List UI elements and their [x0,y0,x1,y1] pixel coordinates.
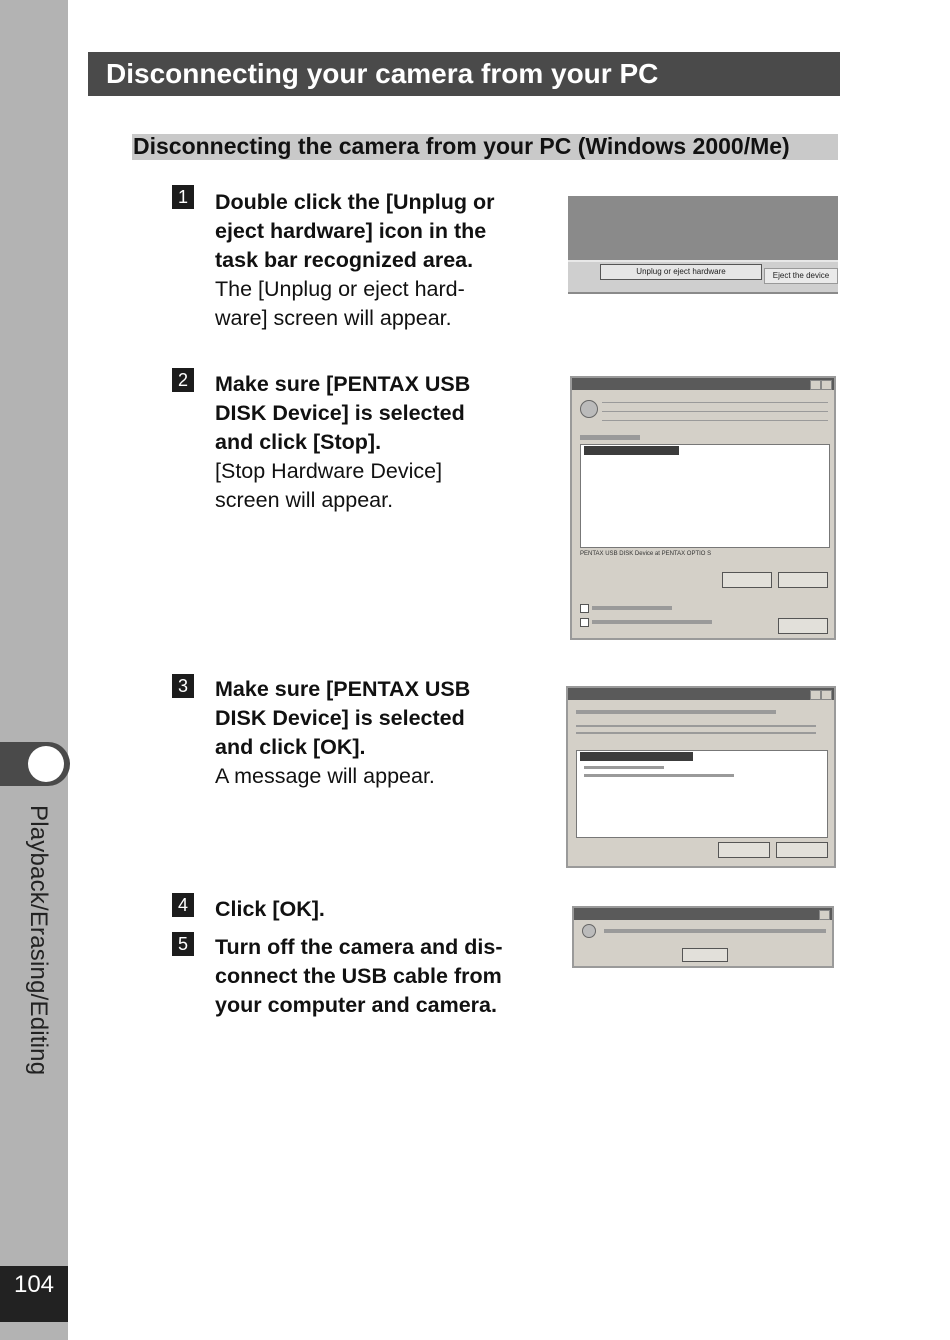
step-3-bold-line: DISK Device] is selected [215,706,465,730]
close-icon [821,690,832,700]
info-icon [582,924,596,938]
step-1-number: 1 [172,185,194,209]
step-5-bold-line: your computer and camera. [215,993,497,1017]
close-icon [821,380,832,390]
step-1-line: ware] screen will appear. [215,306,452,330]
display-components-checkbox [580,604,589,613]
device-list-selected-item [584,446,679,455]
stop-device-selected-item [580,752,693,761]
ok-button [718,842,770,858]
step-3-bold-line: and click [OK]. [215,735,366,759]
hardware-devices-label [580,435,640,440]
device-sub-item [584,766,664,769]
section-label: Playback/Erasing/Editing [25,805,52,1076]
step-1-bold-line: eject hardware] icon in the [215,219,487,243]
device-caption: PENTAX USB DISK Device at PENTAX OPTIO S [580,551,712,557]
hardware-icon [580,400,598,418]
stop-button [778,572,828,588]
step-2-bold-line: DISK Device] is selected [215,401,465,425]
step-1-bold-line: task bar recognized area. [215,248,474,272]
device-sub-item [584,774,734,777]
device-list [580,444,830,548]
step-3-line: A message will appear. [215,764,435,788]
step-1-text [215,188,545,333]
page-title: Disconnecting your camera from your PC [106,58,659,89]
close-icon [819,910,830,920]
step-2-bold-line: Make sure [PENTAX USB [215,372,471,396]
subheading: Disconnecting the camera from your PC (Windows 2000/Me) [133,133,790,159]
tray-label: Eject the device [764,268,838,284]
dialog-titlebar [568,688,834,700]
step-4-bold-line: Click [OK]. [215,897,325,921]
cancel-button [776,842,828,858]
step-5-text [215,933,545,1020]
step-1-line: The [Unplug or eject hard- [215,277,465,301]
step-4-number: 4 [172,893,194,917]
step-2-text [215,370,545,515]
help-icon [810,380,821,390]
step-5-number: 5 [172,932,194,956]
dialog-titlebar [572,378,834,390]
step-2-line: screen will appear. [215,488,394,512]
stop-device-dialog-screenshot [566,686,836,868]
section-tab-dot [28,746,64,782]
stop-device-list [576,750,828,838]
display-components-label [592,606,672,610]
step-2-line: [Stop Hardware Device] [215,459,443,483]
show-icon-label [592,620,712,624]
step-2-number: 2 [172,368,194,392]
page-number: 104 [13,1271,55,1298]
step-5-bold-line: connect the USB cable from [215,964,502,988]
unplug-dialog-screenshot [570,376,836,640]
ok-button [682,948,728,962]
confirm-description-2 [576,724,816,736]
close-button [778,618,828,634]
step-5-bold-line: Turn off the camera and dis- [215,935,503,959]
safe-to-remove-screenshot [572,906,834,968]
unplug-tooltip: Unplug or eject hardware [600,264,762,280]
taskbar-screenshot [568,196,838,294]
step-3-bold-line: Make sure [PENTAX USB [215,677,471,701]
step-2-bold-line: and click [Stop]. [215,430,382,454]
dialog-titlebar [574,908,832,920]
show-icon-checkbox [580,618,589,627]
help-icon [810,690,821,700]
confirm-description [576,710,776,714]
sidebar [0,0,68,1340]
dialog-description [602,400,828,428]
step-1-bold-line: Double click the [Unplug or [215,190,495,214]
properties-button [722,572,772,588]
step-3-text [215,675,545,791]
step-3-number: 3 [172,674,194,698]
step-4-text [215,895,545,924]
safe-message [604,929,826,933]
